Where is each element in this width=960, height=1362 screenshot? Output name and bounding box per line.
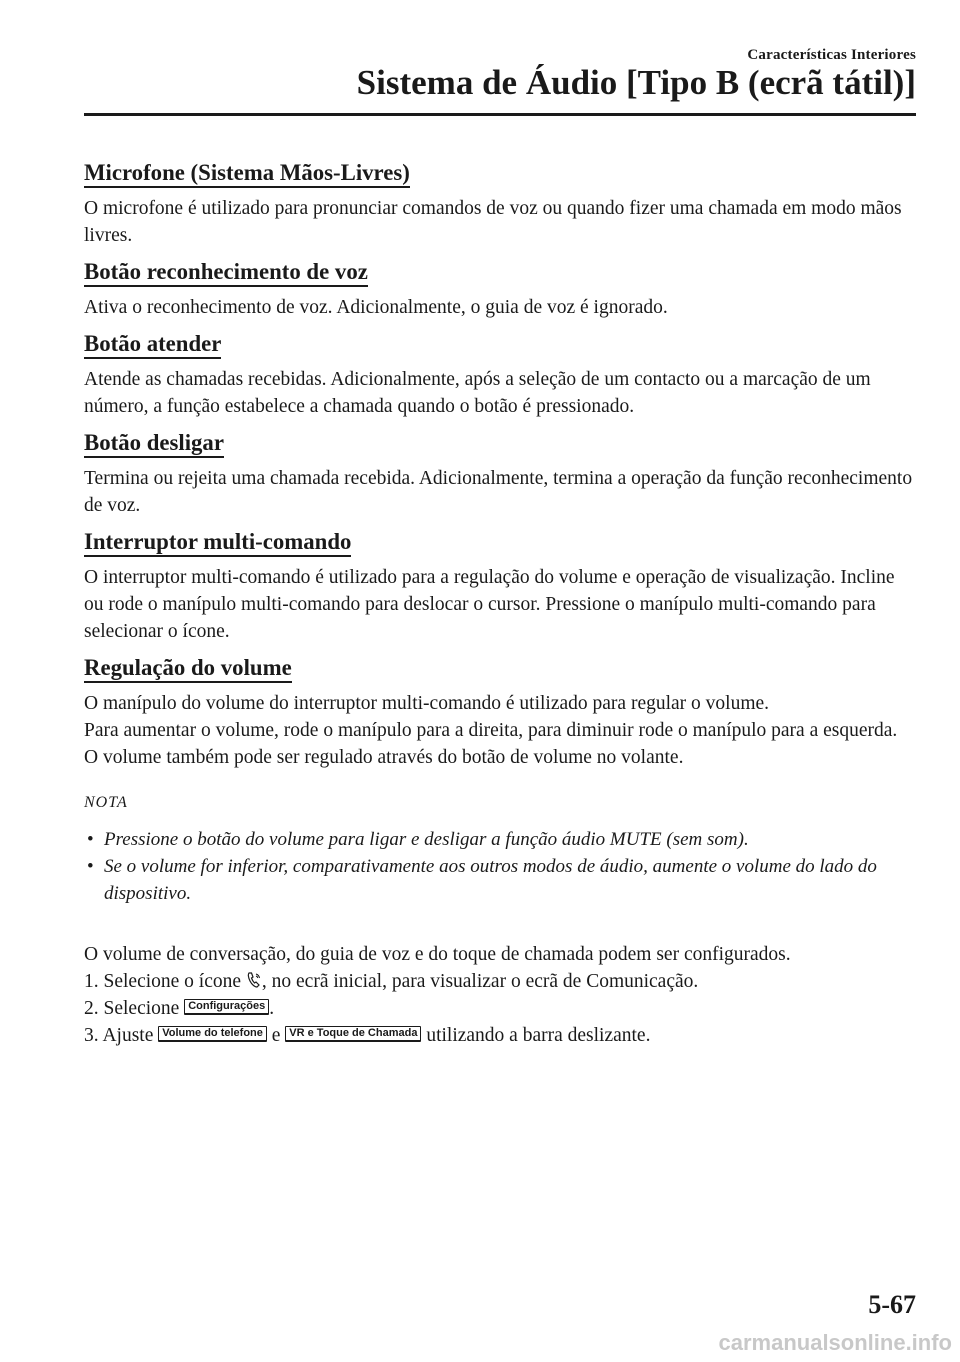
step-2: [84, 995, 916, 1022]
vr-toque-chamada-button[interactable]: VR e Toque de Chamada: [285, 1026, 421, 1042]
step-text: Selecione: [103, 998, 180, 1019]
watermark: carmanualsonline.info: [718, 1330, 952, 1355]
section-heading: Botão desligar: [84, 430, 224, 458]
volume-telefone-button[interactable]: Volume do telefone: [158, 1026, 267, 1042]
section-heading: Interruptor multi-comando: [84, 529, 351, 557]
section-paragraph: O manípulo do volume do interruptor multi-comando é utilizado para regular o volume.: [84, 693, 770, 714]
section-voice-recognition: [84, 259, 916, 321]
nota-list: [84, 826, 916, 907]
section-heading: Botão atender: [84, 331, 221, 359]
bullet: •: [87, 856, 94, 877]
section-hangup-button: [84, 430, 916, 519]
step-text: Selecione o ícone: [103, 971, 242, 992]
section-paragraph: O microfone é utilizado para pronunciar comandos de voz ou quando fizer uma chamada em modo mãos livres.: [84, 198, 902, 246]
nota-item: [84, 826, 916, 853]
section-heading: Regulação do volume: [84, 655, 292, 683]
step-text: , no ecrã inicial, para visualizar o ecrã de Comunicação.: [261, 971, 699, 992]
step-text: utilizando a barra deslizante.: [426, 1025, 651, 1046]
section-answer-button: [84, 331, 916, 420]
section-paragraph: Para aumentar o volume, rode o manípulo para a direita, para diminuir rode o manípulo para a esquerda.: [84, 720, 898, 741]
configuracoes-button[interactable]: Configurações: [184, 999, 269, 1015]
nota-label: NOTA: [84, 794, 128, 811]
header-section-label: Características Interiores: [747, 47, 916, 63]
steps-intro: O volume de conversação, do guia de voz e do toque de chamada podem ser configurados.: [84, 944, 791, 965]
section-multi-command: [84, 529, 916, 645]
header-rule: [84, 113, 916, 116]
section-paragraph: Ativa o reconhecimento de voz. Adicionalmente, o guia de voz é ignorado.: [84, 297, 668, 318]
section-heading: Microfone (Sistema Mãos-Livres): [84, 160, 410, 188]
section-microfone: [84, 160, 916, 249]
step-number: 2.: [84, 998, 99, 1019]
step-3: [84, 1022, 916, 1049]
nota-item-text: Se o volume for inferior, comparativamente aos outros modos de áudio, aumente o volume do lado do dispositivo.: [104, 856, 877, 904]
section-heading: Botão reconhecimento de voz: [84, 259, 368, 287]
step-text: e: [271, 1025, 281, 1046]
section-paragraph: Termina ou rejeita uma chamada recebida. Adicionalmente, termina a operação da função reconhecimento de voz.: [84, 468, 913, 516]
nota-item: [84, 853, 916, 907]
step-1: [84, 968, 916, 995]
step-text: Ajuste: [102, 1025, 154, 1046]
phone-icon: [246, 971, 262, 989]
bullet: •: [87, 829, 94, 850]
step-text: .: [269, 998, 275, 1019]
page-number: 5-67: [868, 1290, 916, 1319]
nota-item-text: Pressione o botão do volume para ligar e desligar a função áudio MUTE (sem som).: [104, 829, 749, 850]
step-number: 1.: [84, 971, 99, 992]
page-title: Sistema de Áudio [Tipo B (ecrã tátil)]: [356, 63, 916, 102]
section-volume: [84, 655, 916, 771]
section-paragraph: Atende as chamadas recebidas. Adicionalmente, após a seleção de um contacto ou a marcação de um número, a função estabelece a chamada quando o botão é pressionado.: [84, 369, 871, 417]
section-paragraph: O interruptor multi-comando é utilizado para a regulação do volume e operação de visualização. Incline ou rode o manípulo multi-comando para deslocar o cursor. Pressione o manípulo multi-comando para selecionar o ícone.: [84, 567, 895, 642]
section-paragraph: O volume também pode ser regulado através do botão de volume no volante.: [84, 747, 684, 768]
step-number: 3.: [84, 1025, 99, 1046]
content: [84, 160, 916, 1049]
